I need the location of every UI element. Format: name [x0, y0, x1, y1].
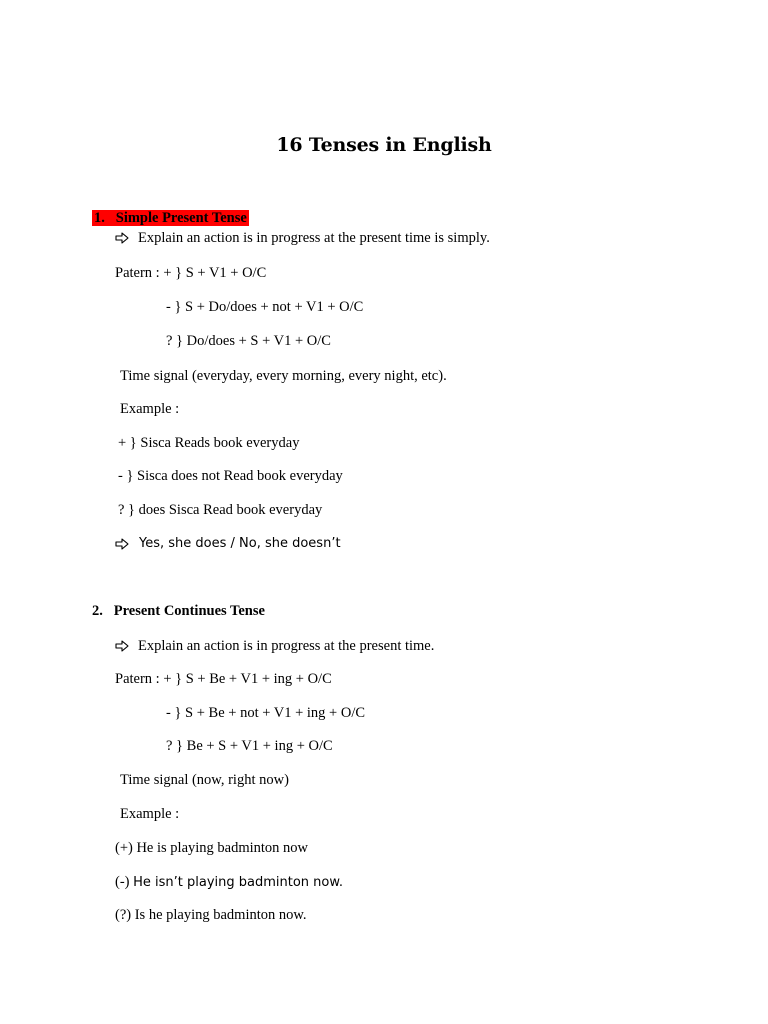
- section-1-title: Simple Present Tense: [115, 210, 247, 226]
- section-2-example-negative-line: [115, 873, 343, 892]
- section-1-highlight: [92, 210, 249, 226]
- arrow-right-outline-icon: [115, 538, 129, 550]
- section-1-number: 1.: [94, 210, 105, 226]
- arrow-right-outline-icon: [115, 640, 129, 652]
- page-title: 16 Tenses in English: [276, 134, 492, 156]
- section-1-example-question: ? } does Sisca Read book everyday: [118, 502, 323, 518]
- section-2-heading: [92, 602, 265, 620]
- section-1-pattern-negative: - } S + Do/does + not + V1 + O/C: [166, 299, 364, 315]
- section-2-title: Present Continues Tense: [113, 603, 265, 619]
- section-2-example-label: Example :: [120, 806, 180, 822]
- section-2-example-negative-prefix: (-): [115, 874, 134, 890]
- section-2-number: 2.: [92, 603, 103, 619]
- section-1-pattern-question: ? } Do/does + S + V1 + O/C: [166, 333, 331, 349]
- section-2-example-question: (?) Is he playing badminton now.: [115, 907, 307, 923]
- section-2-pattern-positive: Patern : + } S + Be + V1 + ing + O/C: [115, 671, 332, 687]
- section-1-explain: Explain an action is in progress at the present time is simply.: [138, 230, 490, 246]
- section-2-pattern-negative: - } S + Be + not + V1 + ing + O/C: [166, 705, 366, 721]
- section-2-example-positive: (+) He is playing badminton now: [115, 840, 309, 856]
- section-2-explain: Explain an action is in progress at the present time.: [138, 638, 435, 654]
- section-2-time-signal: Time signal (now, right now): [120, 772, 289, 788]
- section-2-pattern-question: ? } Be + S + V1 + ing + O/C: [166, 738, 333, 754]
- arrow-right-outline-icon: [115, 232, 129, 244]
- section-1-example-positive: + } Sisca Reads book everyday: [118, 435, 300, 451]
- section-1-time-signal: Time signal (everyday, every morning, every night, etc).: [120, 368, 447, 384]
- section-1-answer: Yes, she does / No, she doesn’t: [139, 536, 341, 551]
- section-1-example-label: Example :: [120, 401, 180, 417]
- section-2-example-negative: He isn’t playing badminton now.: [133, 875, 343, 890]
- section-1-example-negative: - } Sisca does not Read book everyday: [118, 468, 343, 484]
- section-1-pattern-positive: Patern : + } S + V1 + O/C: [115, 265, 267, 281]
- section-1-heading: [92, 209, 249, 227]
